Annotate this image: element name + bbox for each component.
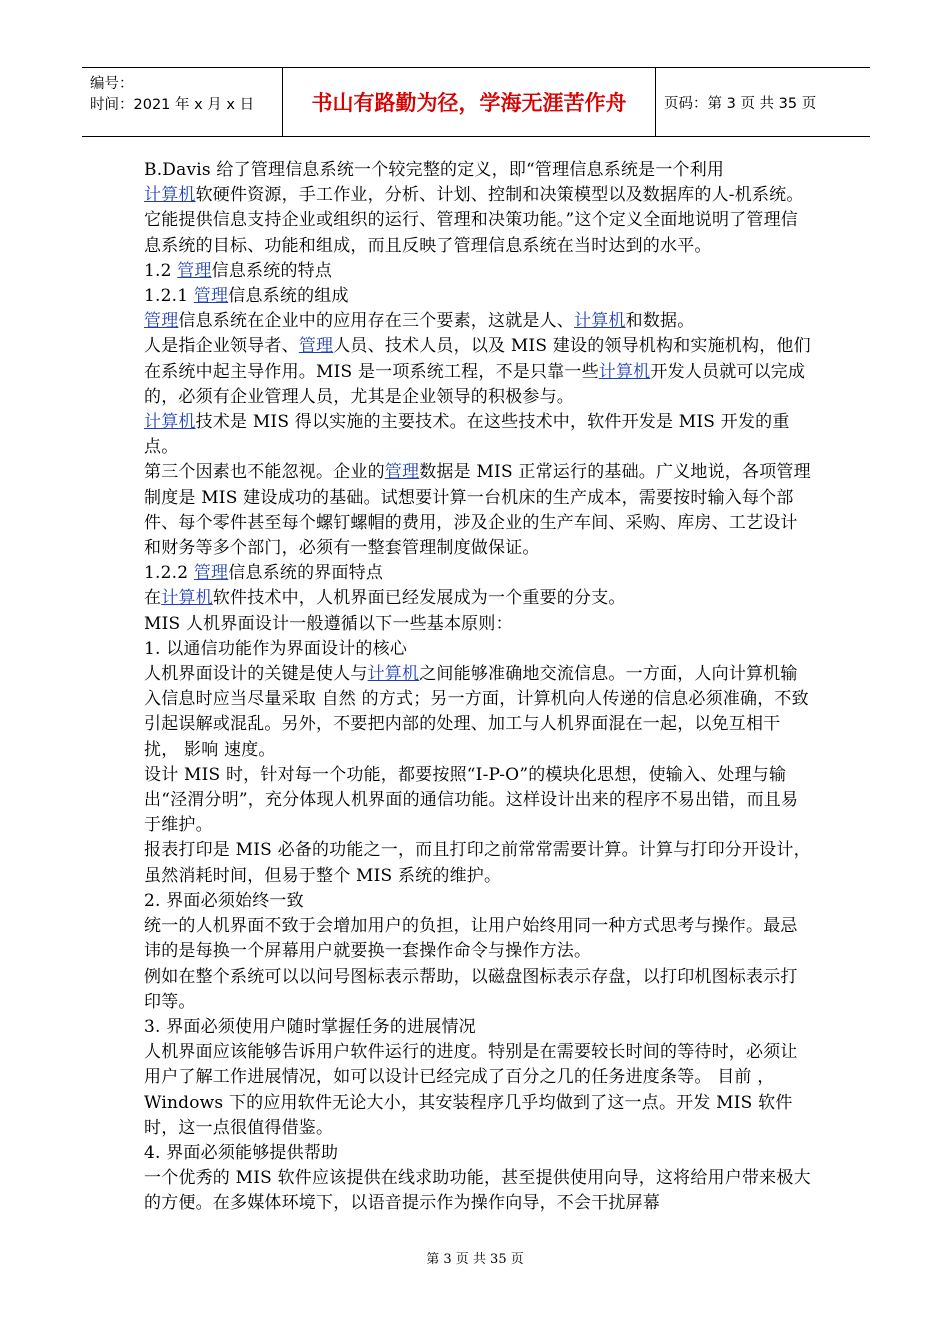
paragraph <box>144 183 814 259</box>
paragraph <box>144 763 814 839</box>
text-run: 第三个因素也不能忽视。企业的 <box>144 462 385 483</box>
text-run: 设计 MIS 时，针对每一个功能，都要按照“I-P-O”的模块化思想，使输入、处理与输出“泾渭分明”，充分体现人机界面的通信功能。这样设计出来的程序不易出错，而且易于维护。 <box>144 764 799 836</box>
text-run: 软件技术中，人机界面已经发展成为一个重要的分支。 <box>212 588 626 609</box>
text-run: 开发人员就可以完成的，必须有企业管理人员，尤其是企业领导的积极参与。 <box>144 361 806 407</box>
text-run: B.Davis 给了管理信息系统一个较完整的定义，即“管理信息系统是一个利用 <box>144 160 725 180</box>
document-body <box>144 158 814 1217</box>
text-run: 3. 界面必须使用户随时掌握任务的进展情况 <box>144 1016 476 1037</box>
text-run: 1.2 <box>144 260 178 281</box>
text-run: 1. 以通信功能作为界面设计的核心 <box>144 638 408 659</box>
paragraph <box>144 460 814 561</box>
paragraph <box>144 309 814 334</box>
paragraph <box>144 889 814 914</box>
paragraph <box>144 1040 814 1141</box>
text-run: 人员、技术人员，以及 MIS 建设的领导机构和实施机构，他们在系统中起主导作用。MIS 是一项系统工程，不是只靠一些 <box>144 336 811 382</box>
header-page-number: 页码：第 3 页 共 35 页 <box>664 95 817 112</box>
paragraph <box>144 612 814 637</box>
text-run: 信息系统的组成 <box>228 286 349 307</box>
paragraph <box>144 1015 814 1040</box>
text-run: 1.2.2 <box>144 563 194 584</box>
text-run: 2. 界面必须始终一致 <box>144 890 304 911</box>
text-run: 在 <box>144 588 162 609</box>
text-run: 信息系统的特点 <box>211 260 333 281</box>
text-run: 之间能够准确地交流信息。一方面，人向计算机输入信息时应当尽量采取 自然 的方式；另一方面，计算机向人传递的信息必须准确，不致引起误解或混乱。另外，不要把内部的处理、加工与人机界面混在一起，以免互相干扰， 影响 速度。 <box>144 664 809 760</box>
text-run: 人是指企业领导者、 <box>144 336 299 357</box>
hyperlink[interactable]: 计算机 <box>144 185 196 206</box>
paragraph <box>144 965 814 1015</box>
text-run: 数据是 MIS 正常运行的基础。广义地说，各项管理制度是 MIS 建设成功的基础。试想要计算一台机床的生产成本，需要按时输入每个部件、每个零件甚至每个螺钉螺帽的费用，涉及企业的生产车间、采购、库房、工艺设计和财务等多个部门，必须有一整套管理制度做保证。 <box>144 462 811 559</box>
text-run: 报表打印是 MIS 必备的功能之一，而且打印之前常常需要计算。计算与打印分开设计，虽然消耗时间，但易于整个 MIS 系统的维护。 <box>144 840 811 886</box>
hyperlink[interactable]: 管理 <box>298 336 334 357</box>
hyperlink[interactable]: 计算机 <box>598 361 651 382</box>
paragraph <box>144 284 814 309</box>
paragraph <box>144 637 814 662</box>
page-footer: 第 3 页 共 35 页 <box>426 1252 524 1267</box>
text-run: 信息系统的界面特点 <box>228 563 384 584</box>
hyperlink[interactable]: 计算机 <box>144 412 196 433</box>
text-run: MIS 人机界面设计一般遵循以下一些基本原则： <box>144 613 513 634</box>
text-run: 例如在整个系统可以以问号图标表示帮助，以磁盘图标表示存盘，以打印机图标表示打印等。 <box>144 966 798 1012</box>
hyperlink[interactable]: 计算机 <box>574 311 626 332</box>
date-label: 时间：2021 年 x 月 x 日 <box>90 97 255 113</box>
hyperlink[interactable]: 管理 <box>193 563 229 584</box>
text-run: 信息系统在企业中的应用存在三个要素，这就是人、 <box>178 311 575 332</box>
hyperlink[interactable]: 管理 <box>177 260 212 281</box>
paragraph <box>144 259 814 284</box>
page-header <box>82 67 870 137</box>
paragraph <box>144 334 814 410</box>
paragraph <box>144 1141 814 1166</box>
doc-number-label: 编号： <box>90 76 134 92</box>
paragraph <box>144 662 814 763</box>
hyperlink[interactable]: 管理 <box>384 462 420 483</box>
text-run: 1.2.1 <box>144 286 194 307</box>
paragraph <box>144 410 814 460</box>
paragraph <box>144 914 814 964</box>
paragraph <box>144 838 814 888</box>
paragraph <box>144 586 814 611</box>
text-run: 一个优秀的 MIS 软件应该提供在线求助功能，甚至提供使用向导，这将给用户带来极大的方便。在多媒体环境下，以语音提示作为操作向导，不会干扰屏幕 <box>144 1168 811 1214</box>
header-motto: 书山有路勤为径，学海无涯苦作舟 <box>283 68 656 136</box>
paragraph <box>144 1166 814 1216</box>
paragraph <box>144 158 814 183</box>
hyperlink[interactable]: 管理 <box>193 286 229 307</box>
hyperlink[interactable]: 计算机 <box>367 664 420 685</box>
text-run: 人机界面应该能够告诉用户软件运行的进度。特别是在需要较长时间的等待时，必须让用户了解工作进展情况，如可以设计已经完成了百分之几的任务进度条等。 目前 ，Windows 下的应用软件无论大小，其安装程序几乎均做到了这一点。开发 MIS 软件时，这一点很值得借鉴。 <box>144 1042 798 1138</box>
text-run: 4. 界面必须能够提供帮助 <box>144 1142 339 1163</box>
text-run: 软硬件资源，手工作业，分析、计划、控制和决策模型以及数据库的人-机系统。它能提供信息支持企业或组织的运行、管理和决策功能。”这个定义全面地说明了管理信息系统的目标、功能和组成，而且反映了管理信息系统在当时达到的水平。 <box>144 185 804 256</box>
paragraph <box>144 561 814 586</box>
hyperlink[interactable]: 计算机 <box>161 588 213 609</box>
hyperlink[interactable]: 管理 <box>144 311 179 332</box>
text-run: 统一的人机界面不致于会增加用户的负担，让用户始终用同一种方式思考与操作。最忌讳的是每换一个屏幕用户就要换一套操作命令与操作方法。 <box>144 916 798 962</box>
text-run: 人机界面设计的关键是使人与 <box>144 664 368 685</box>
header-meta <box>82 68 283 136</box>
text-run: 技术是 MIS 得以实施的主要技术。在这些技术中，软件开发是 MIS 开发的重点。 <box>144 412 790 458</box>
text-run: 和数据。 <box>625 311 695 332</box>
